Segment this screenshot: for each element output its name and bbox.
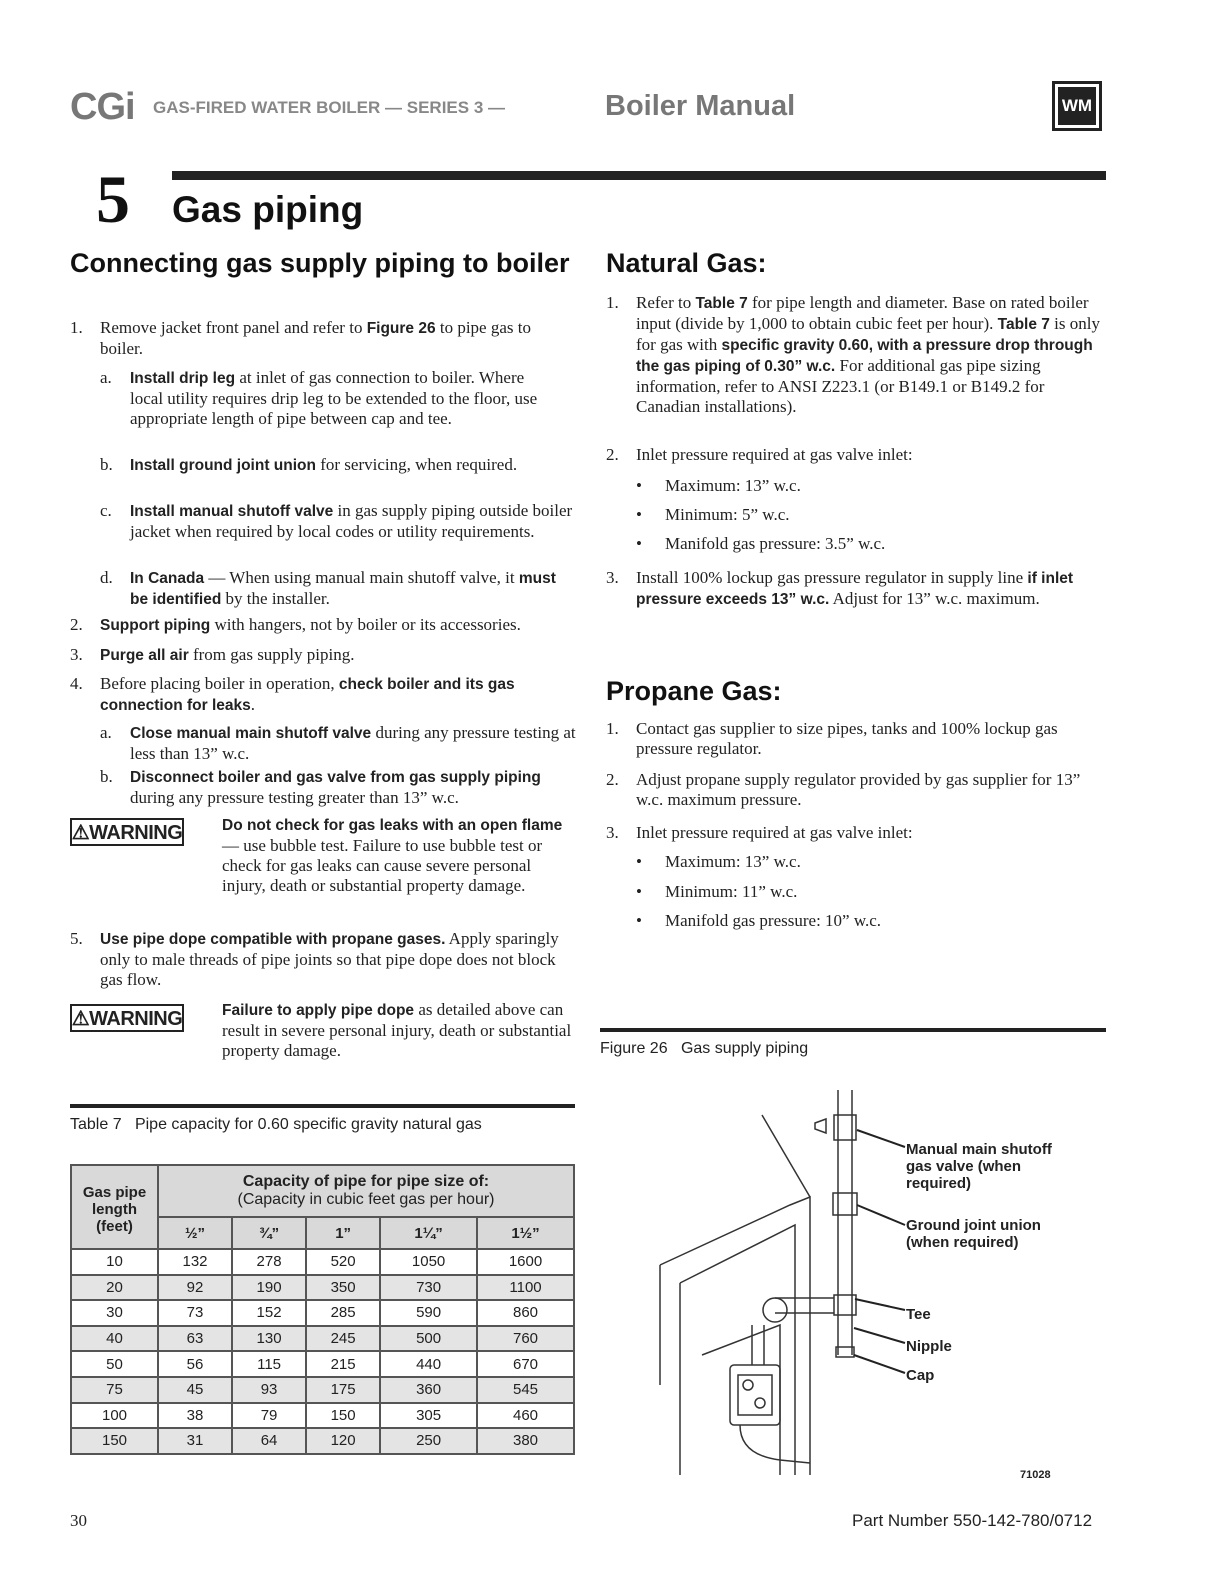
chapter-title: Gas piping bbox=[172, 189, 364, 230]
table-rule bbox=[70, 1104, 575, 1108]
warning-text-2 bbox=[222, 1000, 576, 1061]
warning-text: as detailed above can result in severe personal injury, death or substantial property damage. bbox=[222, 1000, 572, 1060]
warning-text-1 bbox=[222, 815, 576, 896]
item-text: from gas supply piping. bbox=[188, 645, 355, 664]
bullet: • bbox=[636, 911, 642, 930]
item-text: to pipe gas to boiler. bbox=[100, 318, 531, 358]
capacity-cell: 93 bbox=[232, 1377, 306, 1403]
item-number: 2. bbox=[606, 770, 619, 789]
length-cell: 10 bbox=[71, 1249, 158, 1275]
propane-bullet-2 bbox=[636, 882, 642, 902]
item-bold: Close manual main shutoff valve bbox=[130, 725, 372, 742]
capacity-cell: 730 bbox=[380, 1275, 477, 1301]
left-item-2 bbox=[70, 615, 590, 636]
left-item-4b bbox=[100, 767, 576, 808]
item-text: is only for gas with bbox=[636, 314, 1100, 354]
propane-bullet-text-1: Maximum: 13” w.c. bbox=[665, 852, 801, 871]
callout-nipple: Nipple bbox=[906, 1338, 952, 1355]
item-number: 3. bbox=[606, 568, 619, 587]
item-letter: a. bbox=[100, 368, 112, 387]
natural-bullet-2 bbox=[636, 505, 642, 525]
left-item-1a bbox=[100, 368, 560, 429]
figure-rule bbox=[600, 1028, 1106, 1032]
item-text: for pipe length and diameter. Base on rated boiler input (divide by 1,000 to obtain cubic feet per hour). bbox=[636, 293, 1089, 333]
natural-item-1 bbox=[606, 293, 1106, 417]
item-bold: Table 7 bbox=[997, 316, 1050, 333]
capacity-cell: 860 bbox=[477, 1300, 574, 1326]
column-header: 1” bbox=[306, 1217, 380, 1249]
item-text: — When using manual main shutoff valve, it bbox=[204, 568, 519, 587]
item-bold: Support piping bbox=[100, 617, 211, 634]
length-cell: 20 bbox=[71, 1275, 158, 1301]
propane-bullet-text-3: Manifold gas pressure: 10” w.c. bbox=[665, 911, 882, 930]
bullet: • bbox=[636, 852, 642, 871]
capacity-cell: 500 bbox=[380, 1326, 477, 1352]
item-letter: a. bbox=[100, 723, 112, 742]
natural-item-3 bbox=[606, 568, 1106, 610]
item-bold: In Canada bbox=[130, 570, 205, 587]
table-body bbox=[71, 1249, 574, 1454]
item-number: 3. bbox=[606, 823, 619, 842]
capacity-cell: 545 bbox=[477, 1377, 574, 1403]
left-item-1d bbox=[100, 568, 576, 610]
propane-item-2 bbox=[606, 770, 1106, 810]
length-cell: 50 bbox=[71, 1351, 158, 1377]
table-row bbox=[71, 1326, 574, 1352]
item-bold: check boiler and its gas connection for leaks bbox=[100, 676, 515, 714]
capacity-cell: 152 bbox=[232, 1300, 306, 1326]
capacity-cell: 120 bbox=[306, 1428, 380, 1454]
left-item-5 bbox=[70, 929, 576, 990]
item-letter: d. bbox=[100, 568, 113, 587]
figure-label: Figure 26 bbox=[600, 1040, 668, 1057]
capacity-cell: 380 bbox=[477, 1428, 574, 1454]
warning-badge-2: ⚠WARNING bbox=[70, 1004, 184, 1032]
item-number: 1. bbox=[606, 719, 619, 738]
boiler-jacket bbox=[660, 1115, 810, 1475]
capacity-cell: 360 bbox=[380, 1377, 477, 1403]
callout-cap: Cap bbox=[906, 1367, 935, 1384]
capacity-cell: 92 bbox=[158, 1275, 232, 1301]
warning-bold: Do not check for gas leaks with an open flame bbox=[222, 817, 563, 834]
item-text: with hangers, not by boiler or its accessories. bbox=[210, 615, 521, 634]
length-cell: 100 bbox=[71, 1403, 158, 1429]
gas-valve bbox=[730, 1298, 810, 1463]
left-item-1b bbox=[100, 455, 540, 476]
part-number: Part Number 550-142-780/0712 bbox=[852, 1511, 1093, 1530]
item-text: Adjust for 13” w.c. maximum. bbox=[829, 589, 1040, 608]
pipe-capacity-table bbox=[70, 1164, 575, 1455]
capacity-cell: 56 bbox=[158, 1351, 232, 1377]
capacity-cell: 670 bbox=[477, 1351, 574, 1377]
item-text: by the installer. bbox=[221, 589, 330, 608]
capacity-cell: 45 bbox=[158, 1377, 232, 1403]
natural-gas-heading: Natural Gas: bbox=[606, 248, 767, 278]
item-bold: Table 7 bbox=[695, 295, 748, 312]
item-bold: Purge all air bbox=[100, 647, 189, 664]
item-bold: Install ground joint union bbox=[130, 457, 316, 474]
item-number: 1. bbox=[70, 318, 83, 337]
table-row bbox=[71, 1249, 574, 1275]
column-header: 1½” bbox=[477, 1217, 574, 1249]
propane-gas-heading: Propane Gas: bbox=[606, 676, 782, 706]
item-text: Refer to bbox=[636, 293, 696, 312]
item-letter: c. bbox=[100, 501, 112, 520]
item-bold: Disconnect boiler and gas valve from gas supply piping bbox=[130, 769, 541, 786]
item-text: Install 100% lockup gas pressure regulator in supply line bbox=[636, 568, 1028, 587]
supply-pipe bbox=[775, 1090, 857, 1357]
table-caption bbox=[70, 1116, 482, 1134]
item-bold: must be identified bbox=[130, 570, 556, 608]
header-subtitle: GAS-FIRED WATER BOILER — SERIES 3 — bbox=[153, 98, 505, 117]
bullet: • bbox=[636, 534, 642, 553]
capacity-cell: 115 bbox=[232, 1351, 306, 1377]
length-cell: 75 bbox=[71, 1377, 158, 1403]
logo-text: WM bbox=[1058, 87, 1096, 125]
callout-ground-joint-union: Ground joint union (when required) bbox=[906, 1217, 1041, 1251]
capacity-cell: 440 bbox=[380, 1351, 477, 1377]
length-cell: 30 bbox=[71, 1300, 158, 1326]
header-manual-title: Boiler Manual bbox=[605, 90, 796, 122]
item-text: Before placing boiler in operation, bbox=[100, 674, 339, 693]
warning-bold: Failure to apply pipe dope bbox=[222, 1002, 415, 1019]
left-item-3 bbox=[70, 645, 576, 666]
item-number: 5. bbox=[70, 929, 83, 948]
capacity-cell: 63 bbox=[158, 1326, 232, 1352]
propane-item-1 bbox=[606, 719, 1106, 759]
bullet: • bbox=[636, 505, 642, 524]
group-header-title: Capacity of pipe for pipe size of: bbox=[242, 1173, 490, 1190]
item-text: at inlet of gas connection to boiler. Where local utility requires drip leg to be extended to the floor, use appropriate length of pipe between cap and tee. bbox=[130, 368, 538, 428]
natural-item-2 bbox=[606, 445, 1106, 465]
table-row bbox=[71, 1428, 574, 1454]
item-text: Inlet pressure required at gas valve inlet: bbox=[636, 823, 913, 842]
table-title: Pipe capacity for 0.60 specific gravity natural gas bbox=[134, 1116, 482, 1133]
left-item-4 bbox=[70, 674, 580, 716]
propane-bullet-text-2: Minimum: 11” w.c. bbox=[665, 882, 798, 901]
chapter-number: 5 bbox=[96, 161, 130, 237]
item-bold: if inlet pressure exceeds 13” w.c. bbox=[636, 570, 1074, 608]
item-text: during any pressure testing greater than 13” w.c. bbox=[130, 788, 459, 807]
capacity-cell: 350 bbox=[306, 1275, 380, 1301]
item-letter: b. bbox=[100, 767, 113, 786]
chapter-rule bbox=[172, 171, 1106, 180]
figure-code: 71028 bbox=[1020, 1469, 1051, 1481]
callout-shutoff-valve: Manual main shutoff gas valve (when required) bbox=[906, 1141, 1052, 1192]
table-row bbox=[71, 1351, 574, 1377]
item-text: in gas supply piping outside boiler jacket when required by local codes or utility requirements. bbox=[130, 501, 573, 541]
natural-bullet-text-2: Minimum: 5” w.c. bbox=[665, 505, 790, 524]
item-text: for servicing, when required. bbox=[315, 455, 518, 474]
propane-bullet-3 bbox=[636, 911, 642, 931]
column-header: ¾” bbox=[232, 1217, 306, 1249]
item-text: . bbox=[250, 695, 255, 714]
capacity-cell: 64 bbox=[232, 1428, 306, 1454]
natural-bullet-text-3: Manifold gas pressure: 3.5” w.c. bbox=[665, 534, 886, 553]
capacity-cell: 245 bbox=[306, 1326, 380, 1352]
length-cell: 40 bbox=[71, 1326, 158, 1352]
callout-arrows bbox=[854, 1130, 905, 1373]
callout-tee: Tee bbox=[906, 1306, 931, 1323]
item-text: Apply sparingly only to male threads of pipe joints so that pipe dope does not block gas flow. bbox=[100, 929, 559, 989]
table-row bbox=[71, 1300, 574, 1326]
capacity-cell: 460 bbox=[477, 1403, 574, 1429]
company-logo bbox=[1052, 81, 1102, 131]
item-number: 2. bbox=[70, 615, 83, 634]
capacity-cell: 175 bbox=[306, 1377, 380, 1403]
group-header bbox=[158, 1165, 574, 1217]
capacity-cell: 1100 bbox=[477, 1275, 574, 1301]
capacity-cell: 190 bbox=[232, 1275, 306, 1301]
item-number: 1. bbox=[606, 293, 619, 312]
column-header: 1¼” bbox=[380, 1217, 477, 1249]
item-text: Contact gas supplier to size pipes, tanks and 100% lockup gas pressure regulator. bbox=[636, 719, 1058, 758]
capacity-cell: 590 bbox=[380, 1300, 477, 1326]
header-brand: CGi bbox=[70, 86, 135, 128]
capacity-cell: 278 bbox=[232, 1249, 306, 1275]
capacity-cell: 150 bbox=[306, 1403, 380, 1429]
left-item-1c bbox=[100, 501, 576, 542]
capacity-cell: 215 bbox=[306, 1351, 380, 1377]
table-row bbox=[71, 1403, 574, 1429]
item-number: 4. bbox=[70, 674, 83, 693]
item-text: during any pressure testing at less than 13” w.c. bbox=[130, 723, 576, 763]
item-text: For additional gas pipe sizing information, refer to ANSI Z223.1 (or B149.1 or B149.2 for Canadian installations). bbox=[636, 356, 1045, 416]
left-heading: Connecting gas supply piping to boiler bbox=[70, 248, 570, 278]
table-row bbox=[71, 1377, 574, 1403]
capacity-cell: 79 bbox=[232, 1403, 306, 1429]
capacity-cell: 31 bbox=[158, 1428, 232, 1454]
figure-title: Gas supply piping bbox=[680, 1040, 809, 1057]
figure-caption bbox=[600, 1040, 808, 1058]
capacity-cell: 73 bbox=[158, 1300, 232, 1326]
item-number: 3. bbox=[70, 645, 83, 664]
capacity-cell: 760 bbox=[477, 1326, 574, 1352]
warning-badge-1: ⚠WARNING bbox=[70, 818, 184, 846]
group-header-sub: (Capacity in cubic feet gas per hour) bbox=[237, 1191, 495, 1208]
table-row bbox=[71, 1275, 574, 1301]
page-number: 30 bbox=[70, 1511, 87, 1530]
capacity-cell: 520 bbox=[306, 1249, 380, 1275]
left-item-4a bbox=[100, 723, 576, 764]
length-cell: 150 bbox=[71, 1428, 158, 1454]
capacity-cell: 1050 bbox=[380, 1249, 477, 1275]
item-text: Adjust propane supply regulator provided by gas supplier for 13” w.c. maximum pressure. bbox=[636, 770, 1081, 809]
table-label: Table 7 bbox=[70, 1116, 122, 1133]
capacity-cell: 38 bbox=[158, 1403, 232, 1429]
item-bold: specific gravity 0.60, with a pressure drop through the gas piping of 0.30” w.c. bbox=[636, 337, 1093, 375]
item-bold: Figure 26 bbox=[366, 320, 436, 337]
capacity-cell: 250 bbox=[380, 1428, 477, 1454]
capacity-cell: 285 bbox=[306, 1300, 380, 1326]
left-item-1 bbox=[70, 318, 576, 359]
capacity-cell: 132 bbox=[158, 1249, 232, 1275]
item-bold: Install drip leg bbox=[130, 370, 236, 387]
bullet: • bbox=[636, 882, 642, 901]
item-text: Remove jacket front panel and refer to bbox=[100, 318, 367, 337]
item-bold: Install manual shutoff valve bbox=[130, 503, 334, 520]
item-bold: Use pipe dope compatible with propane gases. bbox=[100, 931, 446, 948]
natural-bullet-text-1: Maximum: 13” w.c. bbox=[665, 476, 801, 495]
item-number: 2. bbox=[606, 445, 619, 464]
item-text: Inlet pressure required at gas valve inlet: bbox=[636, 445, 913, 464]
capacity-cell: 130 bbox=[232, 1326, 306, 1352]
bullet: • bbox=[636, 476, 642, 495]
propane-bullet-1 bbox=[636, 852, 642, 872]
natural-bullet-3 bbox=[636, 534, 642, 554]
row-header: Gas pipe length (feet) bbox=[71, 1165, 158, 1249]
natural-bullet-1 bbox=[636, 476, 642, 496]
column-header: ½” bbox=[158, 1217, 232, 1249]
capacity-cell: 1600 bbox=[477, 1249, 574, 1275]
capacity-cell: 305 bbox=[380, 1403, 477, 1429]
propane-item-3 bbox=[606, 823, 1106, 843]
warning-text: — use bubble test. Failure to use bubble test or check for gas leaks can cause severe personal injury, death or substantial property damage. bbox=[222, 836, 543, 895]
item-letter: b. bbox=[100, 455, 113, 474]
